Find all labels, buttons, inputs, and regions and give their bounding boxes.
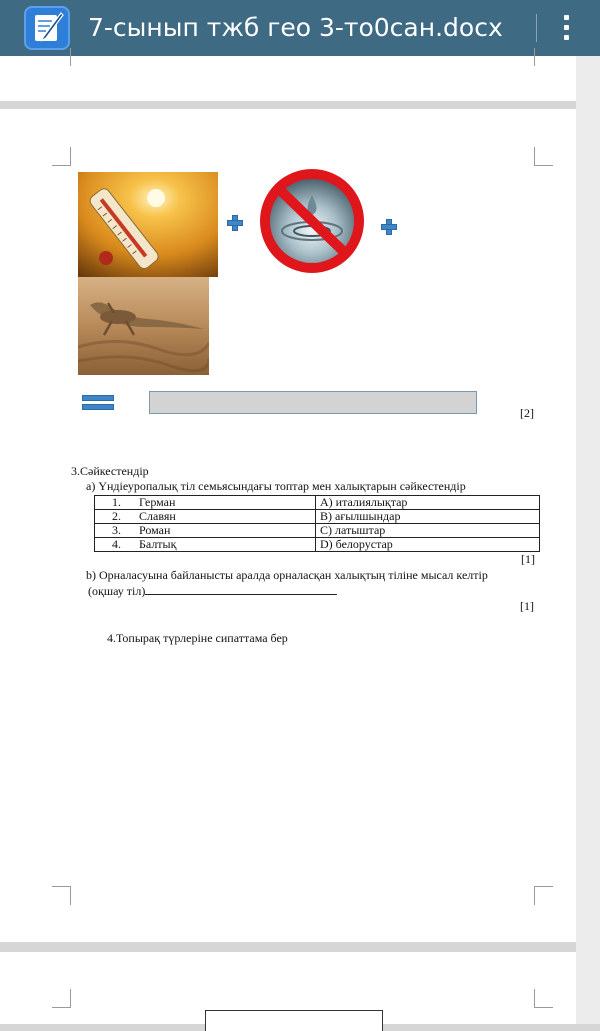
table-cell-people: D) белорустар — [316, 538, 540, 552]
crop-mark — [52, 886, 71, 905]
group-name: Славян — [139, 509, 176, 523]
crop-mark — [52, 989, 71, 1008]
next-page — [0, 952, 576, 1024]
group-name: Герман — [139, 495, 176, 509]
mark-label: [1] — [520, 599, 534, 613]
table-cell-group — [95, 496, 316, 510]
row-number: 4. — [112, 537, 121, 551]
next-page-box — [205, 1010, 383, 1031]
row-number: 1. — [112, 495, 121, 509]
crop-mark — [52, 147, 71, 166]
row-number: 3. — [112, 523, 121, 537]
crop-mark — [534, 48, 553, 66]
table-cell-group — [95, 510, 316, 524]
document-title: 7-сынып тжб гео 3-то0сан.docx — [88, 13, 503, 42]
table-row — [95, 538, 540, 552]
crop-mark — [52, 48, 71, 66]
group-name: Роман — [139, 523, 171, 537]
question-4-text: 4.Топырақ түрлеріне сипаттама бер — [107, 631, 288, 645]
group-name: Балтық — [139, 537, 177, 551]
answer-blank-line[interactable] — [145, 584, 337, 595]
plus-icon — [227, 215, 243, 231]
no-water-drop-image — [253, 165, 371, 277]
question-3b-answer-line — [88, 584, 337, 598]
table-row — [95, 510, 540, 524]
table-cell-people: C) латыштар — [316, 524, 540, 538]
question-3-title: 3.Сәйкестендір — [71, 464, 149, 478]
crop-mark — [534, 886, 553, 905]
table-row — [95, 524, 540, 538]
desert-lizard-image — [78, 277, 209, 375]
document-page — [0, 109, 576, 942]
scrollbar[interactable] — [576, 56, 600, 1024]
thermometer-heat-image — [78, 172, 218, 277]
app-bar — [0, 0, 600, 56]
answer-field[interactable] — [149, 391, 477, 414]
overflow-menu-icon[interactable] — [552, 10, 582, 46]
document-pen-icon[interactable] — [24, 6, 70, 50]
table-cell-people: A) италиялықтар — [316, 496, 540, 510]
plus-icon — [381, 219, 397, 235]
equals-icon — [82, 395, 114, 411]
previous-page — [0, 56, 576, 101]
mark-label: [1] — [521, 552, 535, 566]
table-cell-people: B) ағылшындар — [316, 510, 540, 524]
crop-mark — [534, 147, 553, 166]
table-cell-group — [95, 524, 316, 538]
crop-mark — [534, 989, 553, 1008]
appbar-divider — [536, 14, 537, 42]
matching-table — [94, 495, 540, 552]
mark-label: [2] — [520, 406, 534, 420]
question-3b-text: b) Орналасуына байланысты аралда орналасқан халықтың тіліне мысал келтір — [86, 568, 488, 582]
question-3a-text: a) Үндіеуропалық тіл семьясындағы топтар мен халықтарын сәйкестендір — [86, 479, 466, 493]
row-number: 2. — [112, 509, 121, 523]
table-row — [95, 496, 540, 510]
question-3b-hint: (оқшау тіл) — [88, 584, 146, 598]
table-cell-group — [95, 538, 316, 552]
